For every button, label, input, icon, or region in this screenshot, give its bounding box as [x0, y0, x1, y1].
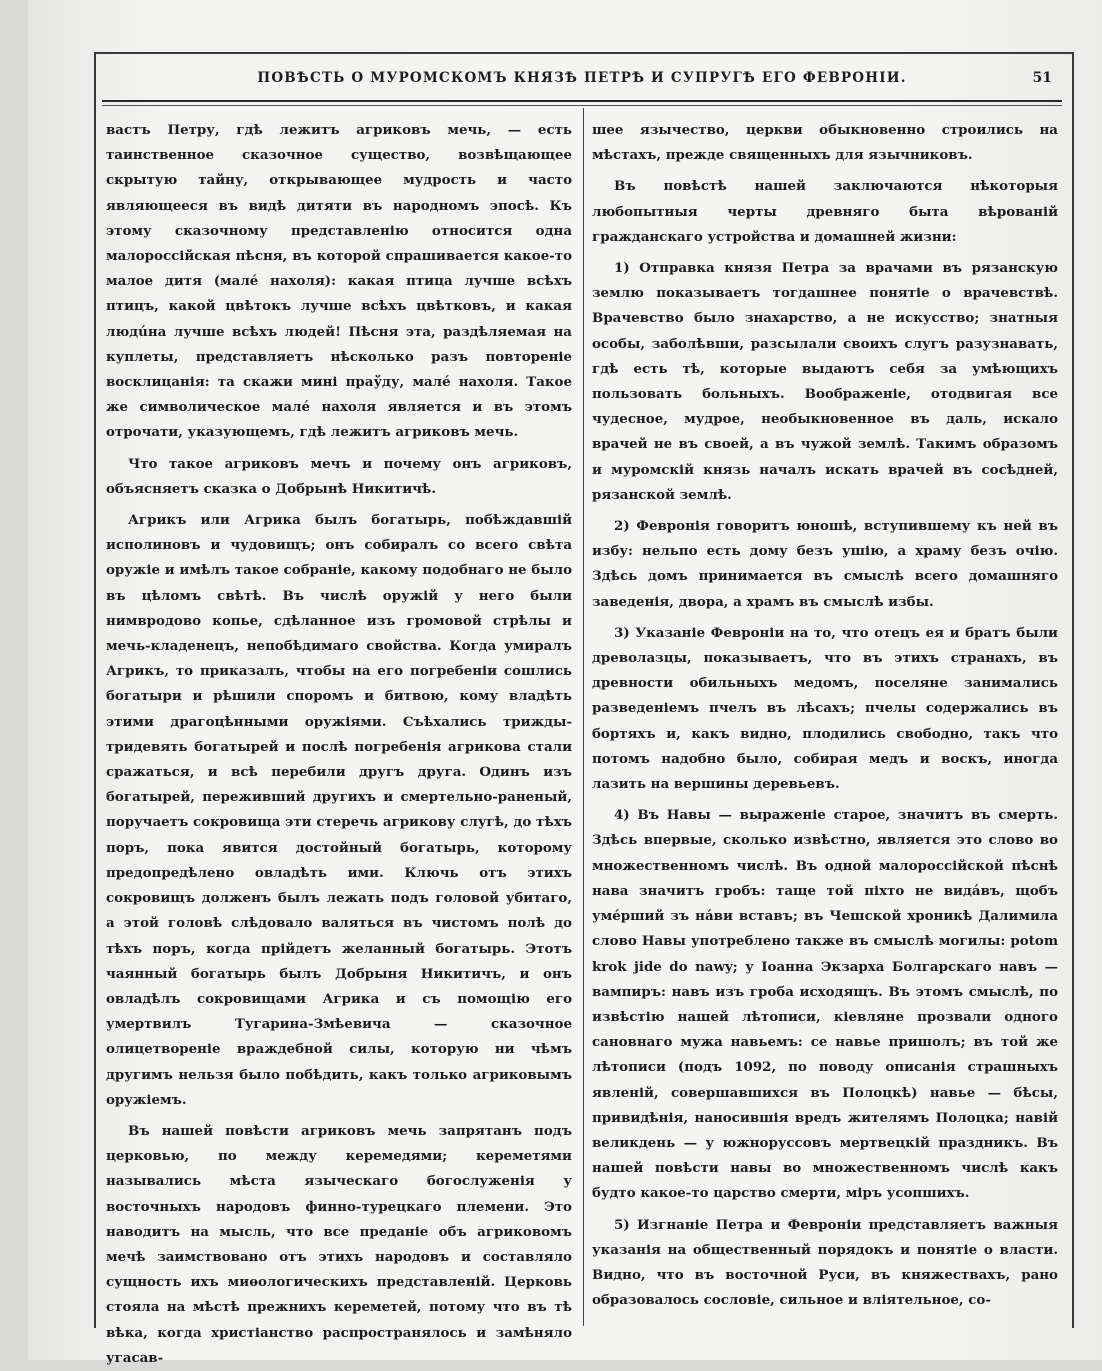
paragraph: 5) Изгнаніе Петра и Февроніи представляетъ важныя указанія на общественный порядокъ и понятіе о власти. Видно, что въ восточной Руси, въ княжествахъ, рано образовалось сословіе, сильное и вліятельное, со- [592, 1216, 1058, 1309]
paragraph: 2) Февронія говоритъ юношѣ, вступившему къ ней въ избу: нельпо есть дому безъ ушію, а храму безъ очію. Здѣсь домъ принимается въ смыслѣ всего домашняго заведенія, двора, а храмъ въ смыслѣ избы. [592, 518, 1058, 610]
running-title: ПОВѢСТЬ О МУРОМСКОМЪ КНЯЗѢ ПЕТРѢ И СУПРУГѢ ЕГО ФЕВРОНІИ. [257, 70, 907, 86]
right-column [592, 118, 1058, 1313]
column-divider [583, 108, 584, 1326]
paragraph: шее язычество, церкви обыкновенно строились на мѣстахъ, прежде священныхъ для язычниковъ. [592, 122, 1058, 164]
paragraph: 1) Отправка князя Петра за врачами въ рязанскую землю показываетъ тогдашнее понятіе о врачевствѣ. Врачевство было знахарство, а не искусство; знатныя особы, заболѣвши, разсылали своихъ слугъ разузнавать, гдѣ есть тѣ, которые выдаютъ себя за умѣющихъ пользовать больныхъ. Воображеніе, отодвигая все чудесное, мудрое, необыкновенное въ даль, искало врачей не въ своей, а въ чужой землѣ. Такимъ образомъ и муромскій князь началъ искать врачей въ сосѣдней, рязанской землѣ. [592, 260, 1058, 503]
page-number: 51 [1032, 70, 1052, 86]
running-header [94, 70, 1070, 94]
paragraph: Въ повѣстѣ нашей заключаются нѣкоторыя любопытныя черты древняго быта вѣрованій гражданскаго устройства и домашней жизни: [592, 178, 1058, 245]
paragraph: 3) Указаніе Февроніи на то, что отецъ ея и братъ были древолазцы, показываетъ, что въ этихъ странахъ, въ древности обильныхъ медомъ, поселяне занимались разведеніемъ пчелъ въ лѣсахъ; пчелы содержались въ бортяхъ и, какъ видно, плодились свободно, такъ что потомъ надобно было, собирая медъ и воскъ, иногда лазить на вершины деревьевъ. [592, 624, 1058, 793]
paragraph: Агрикъ или Агрика былъ богатырь, побѣждавшій исполиновъ и чудовищъ; онъ собиралъ со всего свѣта оружіе и имѣлъ такое собраніе, какому подобнаго не было въ цѣломъ свѣтѣ. Въ числѣ оружій у него были нимвродово копье, сдѣланное изъ громовой стрѣлы и мечь-кладенецъ, непобѣдимаго свойства. Когда умиралъ Агрикъ, то приказалъ, чтобы на его погребеніи сошлись богатыри и рѣшили споромъ и битвою, кому владѣть этими драгоцѣнными оружіями. Съѣхались трижды-тридевять богатырей и послѣ погребенія агрикова стали сражаться, и всѣ перебили другъ друга. Одинъ изъ богатырей, переживший другихъ и смертельно-раненый, поручаетъ сокровища эти стеречь агрикову слугѣ, до тѣхъ поръ, пока явится достойный богатырь, которому предопредѣлено овладѣть ими. Ключь отъ этихъ сокровищъ долженъ былъ лежать подъ головой убитаго, а этой головѣ слѣдовало валяться въ чистомъ полѣ до тѣхъ поръ, когда прійдетъ желанный богатырь. Этотъ чаянный богатырь былъ Добрыня Никитичъ, и онъ овладѣлъ сокровищами Агрика и съ помощію его умертвилъ Тугарина-Змѣевича — сказочное олицетвореніе враждебной силы, которую ни чѣмъ другимъ нельзя было побѣдить, какъ только агриковымъ оружіемъ. [106, 512, 572, 1108]
left-column [106, 118, 572, 1371]
paragraph: 4) Въ Навы — выраженіе старое, значитъ въ смерть. Здѣсь впервые, сколько извѣстно, является это слово во множественномъ числѣ. Въ одной малороссійской пѣснѣ нава значитъ гробъ: таще той піхто не видáвъ, щобъ умéрший зъ нáви вставъ; въ Чешской хроникѣ Далимила слово Навы употреблено также въ смыслѣ могилы: potom krok jide do nawy; у Іоанна Экзарха Болгарскаго навъ — вампиръ: навъ изъ гроба исходящъ. Въ этомъ смыслѣ, по извѣстію нашей лѣтописи, кіевляне прозвали одного сановнаго мужа навьемъ: се навье пришолъ; въ той же лѣтописи (подъ 1092, по поводу описанія страшныхъ явленій, совершавшихся въ Полоцкѣ) навье — бѣсы, привидѣнія, наносившія вредъ жителямъ Полоцка; навій великдень — у южноруссовъ мертвецкій праздникъ. Въ нашей повѣсти навы во множественномъ числѣ какъ будто какое-то царство смерти, міръ усопшихъ. [592, 807, 1058, 1202]
header-rule-thin [102, 105, 1062, 106]
header-rule-thick [102, 100, 1062, 102]
paragraph: Что такое агриковъ мечъ и почему онъ агриковъ, объясняетъ сказка о Добрынѣ Никитичѣ. [106, 455, 572, 497]
paragraph: вастъ Петру, гдѣ лежитъ агриковъ мечь, — есть таинственное сказочное существо, возвѣщающее скрытую тайну, открывающее мудрость и часто являющееся въ видѣ дитяти въ народномъ эпосѣ. Къ этому сказочному представленію относится одна малороссійская пѣсня, въ которой спрашивается какое-то малое дитя (малé нахоля): какая птица лучше всѣхъ птицъ, какой цвѣтокъ лучше всѣхъ цвѣтковъ, и какая людúна лучше всѣхъ людей! Пѣсня эта, раздѣляемая на куплеты, представляетъ нѣсколько разъ повтореніе восклицанія: та скажи мині праўду, малé нахоля. Такое же символическое малé нахоля является и въ этомъ отрочати, указующемъ, гдѣ лежитъ агриковъ мечь. [106, 122, 572, 441]
paragraph: Въ нашей повѣсти агриковъ мечь запрятанъ подъ церковью, по между керемедями; кереметями назывались мѣста языческаго богослуженія у восточныхъ народовъ финно-турецкаго племени. Это наводитъ на мысль, что все преданіе объ агриковомъ мечѣ заимствовано отъ этихъ народовъ и составляло сущность ихъ миѳологическихъ представленій. Церковь стояла на мѣстѣ прежнихъ кереметей, потому что въ тѣ вѣка, когда христіанство распространялось и замѣняло угасав- [106, 1122, 572, 1366]
